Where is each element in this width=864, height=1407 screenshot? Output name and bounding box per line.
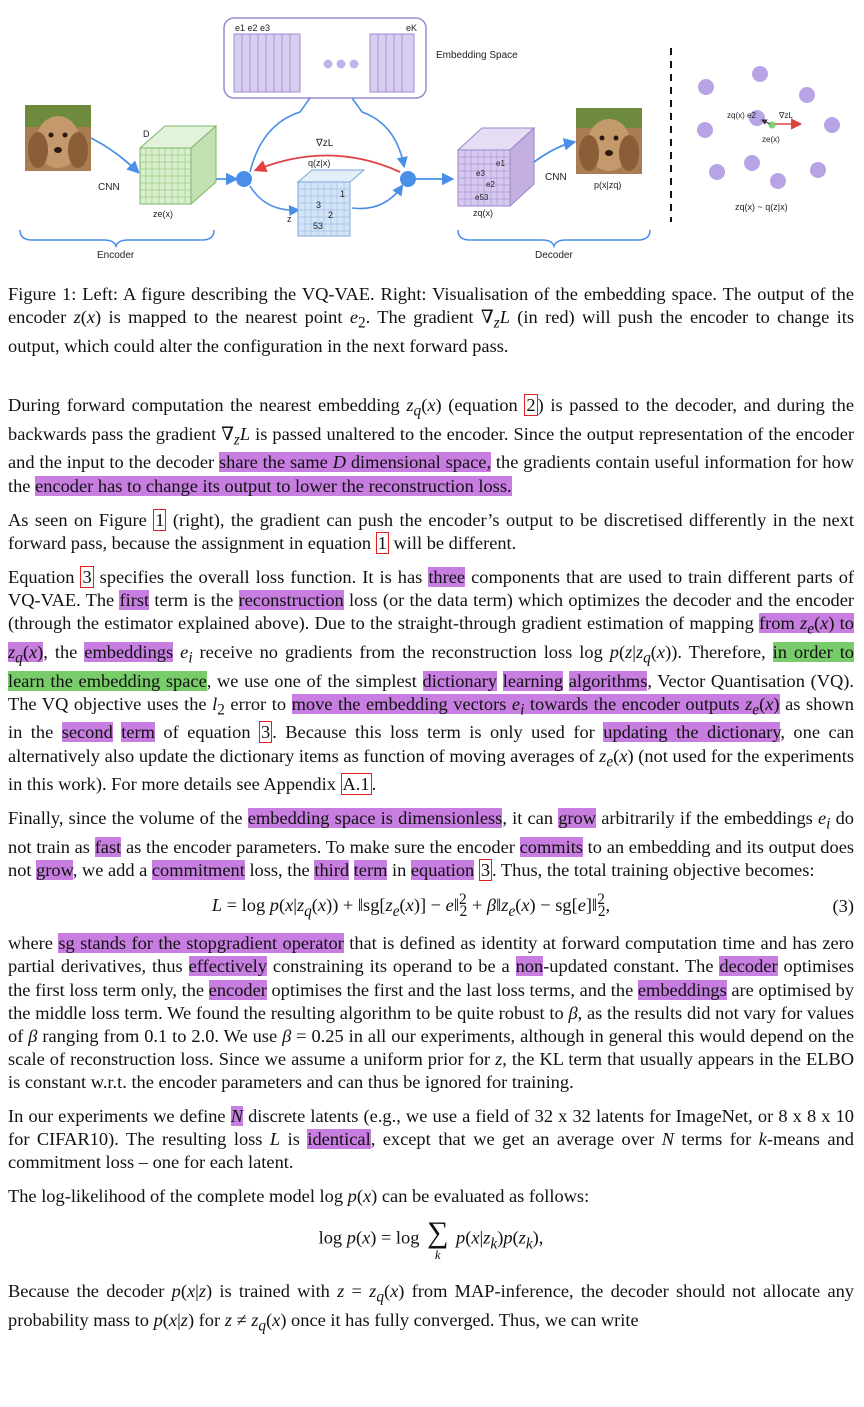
right-caption-label: zq(x) ~ q(z|x) (735, 202, 788, 212)
right-zq-e2-label: zq(x) e2 (727, 111, 756, 120)
equation-ref[interactable]: 2 (526, 394, 536, 415)
grid-value-2: 2 (328, 210, 334, 220)
equation-ref[interactable]: 3 (261, 722, 271, 743)
encoder-output-point (769, 122, 776, 129)
cnn-right-label: CNN (545, 172, 567, 183)
input-image (25, 105, 91, 171)
right-grad-label: ∇zL (779, 111, 793, 120)
reconstruction-image (576, 108, 642, 174)
embedding-space-box (224, 18, 426, 98)
equation-ref[interactable]: 3 (82, 566, 92, 587)
paragraph-figure-ref: As seen on Figure 1 (right), the gradient can push the encoder’s output to be discretised differently in the next forward pass, because the assignment in equation 1 will be different. (8, 509, 854, 553)
embedding-vectors-label: e1 e2 e3 (235, 23, 271, 33)
decoder-label: Decoder (535, 250, 573, 261)
paragraph-commitment: Finally, since the volume of the embedding space is dimensionless, it can grow arbitrarily if the embeddings $e_i$ do not train as fast as the encoder parameters. To make sure the encoder commits to an embedding and its output does not grow, we add a commitment loss, the third term in equation 3 . Thus, the total training objective becomes: (8, 808, 855, 881)
p-label: p(x|zq) (594, 180, 622, 190)
left-node (236, 171, 252, 187)
paragraph-map-inference: Because the decoder p(x|z) is trained with $z = z_q(x)$ from MAP-inference, the decoder should not allocate any probability mass to p(x|z) for $z \ne z_q(x)$ once it has fully converged. Thus, we can write (8, 1281, 854, 1335)
encoder-label: Encoder (97, 250, 135, 261)
paragraph-latents: In our experiments we define N discrete latents (e.g., we use a field of 32 x 32 latents for ImageNet, or 8 x 8 x 10 for CIFAR10). The resulting loss L is identical, except that we get an average over N terms for k-means and commitment loss – one for each latent. (8, 1106, 854, 1173)
decoder-input-cube (458, 128, 534, 206)
grad-label: ∇zL (316, 138, 334, 149)
grid-value-1: 1 (340, 189, 346, 199)
embedding-last-label: eK (406, 23, 418, 33)
d-label: D (143, 129, 150, 139)
grid-value-53: 53 (313, 221, 324, 231)
figure-ref[interactable]: 1 (155, 509, 165, 530)
equation-ref[interactable]: 1 (377, 532, 387, 553)
q-label: q(z|x) (308, 158, 331, 168)
right-ze-label: ze(x) (762, 135, 780, 144)
paragraph-forward-pass: During forward computation the nearest embedding $z_q(x)$ (equation 2 ) is passed to the decoder, and during the backwards pass the gradient $\nabla_zL$ is passed unaltered to the encoder. Since the output representation of the encoder and the input to the decoder share the same D dimensional space, the gradients contain useful information for how the encoder has to change its output to lower the reconstruction loss. (8, 394, 855, 496)
cube-code-e53: e53 (475, 193, 489, 202)
z-label: z (287, 214, 292, 224)
paper-body (8, 283, 854, 1349)
index-grid (298, 170, 364, 236)
embedding-space-label: Embedding Space (436, 50, 518, 61)
appendix-ref[interactable]: A.1 (342, 774, 370, 795)
paragraph-stopgradient: where sg stands for the stopgradient operator that is defined as identity at forward computation time and has zero partial derivatives, thus effectively constraining its operand to be a non-updated constant. The decoder optimises the first loss term only, the encoder optimises the first and the last loss terms, and the embeddings are optimised by the middle loss term. We found the resulting algorithm to be quite robust to β, as the results did not vary for values of β ranging from 0.1 to 2.0. We use β = 0.25 in all our experiments, although in general this would depend on the scale of reconstruction loss. Since we assume a uniform prior for z, the KL term that usually appears in the ELBO is constant w.r.t. the encoder parameters and can thus be ignored for training. (8, 933, 855, 1092)
embedding-space-visual (697, 66, 840, 189)
right-node (400, 171, 416, 187)
equation-log-likelihood: log p(x) = log ∑ k $p(x|z_k)p(z_k)$, (318, 1215, 544, 1262)
cnn-left-label: CNN (98, 182, 120, 193)
paragraph-loss-function: Equation 3 specifies the overall loss function. It is has three components that are used to train different parts of VQ-VAE. The first term is the reconstruction loss (or the data term) which optimizes the decoder and the encoder (through the estimator explained above). Due to the straight-through gradient estimation of mapping from $z_e(x)$ to $z_q(x)$, the embeddings $e_i$ receive no gradients from the reconstruction loss $\log p(z|z_q(x))$. Therefore, in order to learn the embedding space, we use one of the simplest dictionary learning algorithms, Vector Quantisation (VQ). The VQ objective uses the $l_2$ error to move the embedding vectors $e_i$ towards the encoder outputs $z_e(x)$ as shown in the second term of equation 3 . Because this loss term is only used for updating the dictionary, one can alternatively also update the dictionary items as function of moving averages of $z_e(x)$ (not used for the experiments in this work). For more details see Appendix A.1 . (8, 566, 855, 795)
cube-code-e2: e2 (486, 180, 495, 189)
equation-3: $L = \log p(x|z_q(x))$ + $‖sg[z_e(x)]$ − e‖$^2_2$ + $\beta‖z_e(x)$ − sg[e]‖$^2_2$, (3) (211, 891, 854, 921)
equation-ref[interactable]: 3 (480, 860, 491, 881)
vq-vae-figure (0, 0, 864, 275)
zq-label: zq(x) (473, 208, 493, 218)
ze-label: ze(x) (153, 209, 173, 219)
paragraph-log-likelihood: The log-likelihood of the complete model log p(x) can be evaluated as follows: (8, 1186, 590, 1207)
cube-code-e1: e1 (496, 159, 505, 168)
encoder-output-cube (140, 126, 216, 204)
grid-value-3: 3 (316, 200, 322, 210)
cube-code-e3: e3 (476, 169, 485, 178)
figure-caption: Figure 1: Left: A figure describing the VQ-VAE. Right: Visualisation of the embedding space. The output of the encoder z(x) is mapped to the nearest point $e_2$. The gradient $\nabla_zL$ (in red) will push the encoder to change its output, which could alter the configuration in the next forward pass. (8, 284, 854, 356)
